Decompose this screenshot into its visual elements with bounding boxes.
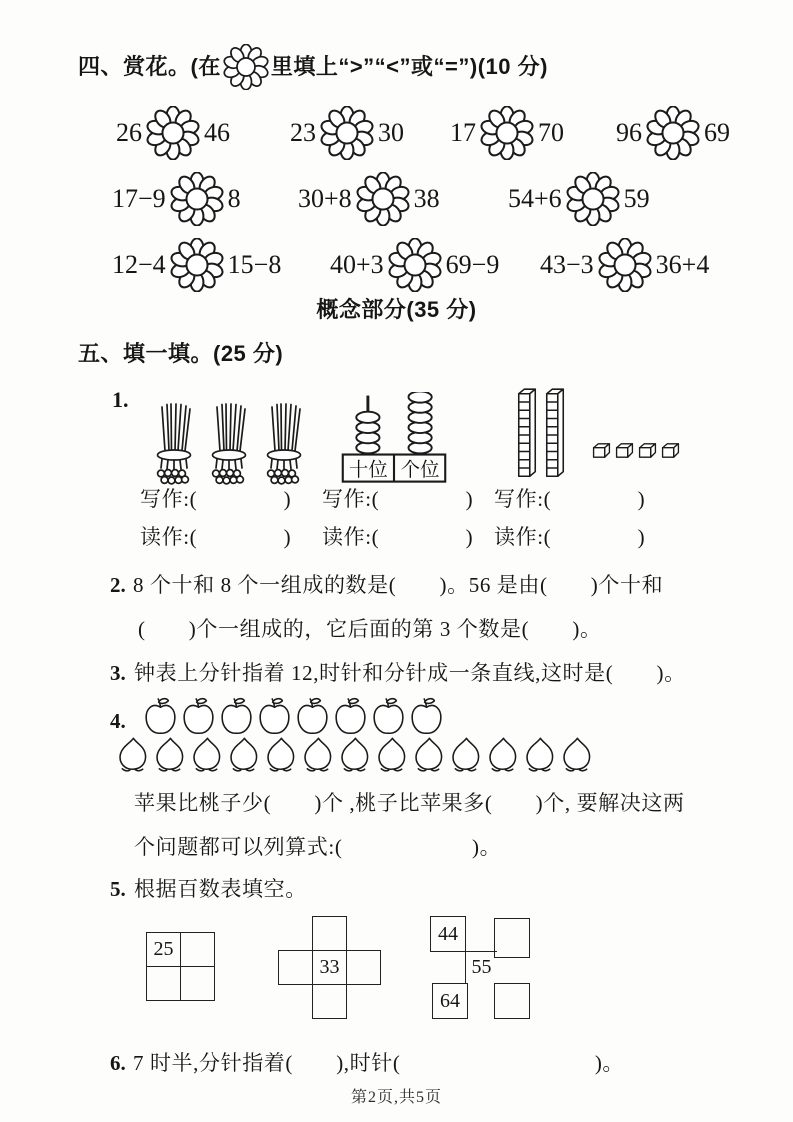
grid-cell-blank xyxy=(494,983,530,1019)
ten-block-towers-figure xyxy=(516,384,566,486)
q1-read-blank: 读作:( ) xyxy=(494,525,646,549)
q1-read-blank: 读作:( ) xyxy=(140,525,292,549)
left-value: 43−3 xyxy=(540,250,594,279)
abacus-figure xyxy=(336,392,452,490)
stick-bundles-figure xyxy=(150,402,306,488)
grid-cell xyxy=(312,950,347,985)
flower-icon xyxy=(170,238,224,292)
right-value: 15−8 xyxy=(227,250,282,279)
peach-icon xyxy=(558,734,595,774)
tens-beads xyxy=(356,412,379,454)
q1-write-blank: 写作:( ) xyxy=(322,487,474,511)
peach-icon xyxy=(484,734,521,774)
flower-icon xyxy=(320,106,374,160)
left-value: 54+6 xyxy=(508,184,562,213)
peach-icon xyxy=(447,734,484,774)
q1-number: 1. xyxy=(112,387,129,412)
comparison-item xyxy=(540,238,709,292)
grid-cell-blank xyxy=(494,918,530,958)
cube-icon xyxy=(661,442,680,459)
q3-text: 钟表上分针指着 12,时针和分针成一条直线,这时是( )。 xyxy=(134,661,686,685)
flower-icon xyxy=(566,172,620,226)
peach-icon xyxy=(225,734,262,774)
tower-icon xyxy=(516,384,538,486)
grid-cell-blank xyxy=(312,984,347,1019)
q1-write-blank: 写作:( ) xyxy=(494,487,646,511)
cell-value: 33 xyxy=(319,956,340,978)
comparison-item xyxy=(116,106,230,160)
comparison-item xyxy=(112,238,281,292)
grid-cell-blank xyxy=(146,966,181,1001)
peach-icon xyxy=(373,734,410,774)
ones-place-label: 个位 xyxy=(400,459,440,481)
comparison-item xyxy=(290,106,404,160)
right-value: 59 xyxy=(623,184,650,213)
q1-read-blank: 读作:( ) xyxy=(322,525,474,549)
peach-icon xyxy=(336,734,373,774)
peach-icon xyxy=(114,734,151,774)
cube-icon xyxy=(592,442,611,459)
flower-icon xyxy=(223,44,269,90)
apple-icon xyxy=(370,696,407,737)
apple-icon xyxy=(332,696,369,737)
q6-text: 7 时半,分针指着( ),时针( )。 xyxy=(133,1051,625,1075)
left-value: 17 xyxy=(450,118,476,147)
grid-cell-blank xyxy=(346,950,381,985)
grid-cell xyxy=(146,932,181,967)
tens-place-label: 十位 xyxy=(349,459,388,481)
q1-write-blank: 写作:( ) xyxy=(140,487,292,511)
cell-value: 55 xyxy=(471,956,492,978)
comparison-item xyxy=(330,238,499,292)
unit-cubes-figure xyxy=(592,442,680,459)
section5-title: 五、填一填。(25 分) xyxy=(78,341,284,366)
right-value: 69 xyxy=(704,118,730,147)
section4-title-prefix: 四、赏花。(在 xyxy=(78,54,221,80)
flower-icon xyxy=(388,238,442,292)
hundred-chart-fragment-c xyxy=(430,916,531,1019)
bundle-icon xyxy=(260,402,306,488)
left-value: 23 xyxy=(290,118,316,147)
apple-icon xyxy=(408,696,445,737)
apple-icon xyxy=(256,696,293,737)
q2-line1: 8 个十和 8 个一组成的数是( )。56 是由( )个十和 xyxy=(133,573,664,597)
apple-icon xyxy=(180,696,217,737)
concept-section-header: 概念部分(35 分) xyxy=(316,297,477,322)
tower-icon xyxy=(544,384,566,486)
apple-icon xyxy=(218,696,255,737)
cell-value: 64 xyxy=(440,989,460,1012)
cell-value: 25 xyxy=(153,938,174,960)
comparison-row-2 xyxy=(0,172,793,230)
apple-icon xyxy=(294,696,331,737)
right-value: 69−9 xyxy=(445,250,500,279)
grid-cell-blank xyxy=(312,916,347,951)
q4-number: 4. xyxy=(110,709,126,733)
left-value: 26 xyxy=(116,118,142,147)
left-value: 96 xyxy=(616,118,642,147)
bundle-icon xyxy=(205,402,251,488)
flower-icon xyxy=(356,172,410,226)
bundle-icon xyxy=(150,402,196,488)
comparison-row-1 xyxy=(0,106,793,164)
peach-icon xyxy=(188,734,225,774)
right-value: 70 xyxy=(538,118,564,147)
comparison-item xyxy=(508,172,650,226)
q5-number: 5. xyxy=(110,877,126,901)
comparison-row-3 xyxy=(0,238,793,296)
flower-icon xyxy=(170,172,224,226)
comparison-item xyxy=(616,106,730,160)
grid-cell-center xyxy=(465,951,497,983)
hundred-chart-fragment-a xyxy=(146,932,216,1002)
peaches-row xyxy=(114,734,595,774)
left-value: 30+8 xyxy=(298,184,352,213)
q4-line2: 个问题都可以列算式:( )。 xyxy=(134,835,502,859)
peach-icon xyxy=(262,734,299,774)
left-value: 17−9 xyxy=(112,184,166,213)
flower-icon xyxy=(146,106,200,160)
flower-icon xyxy=(646,106,700,160)
q4-line1: 苹果比桃子少( )个 ,桃子比苹果多( )个, 要解决这两 xyxy=(134,791,685,815)
comparison-item xyxy=(112,172,241,226)
q6-number: 6. xyxy=(110,1051,126,1075)
right-value: 36+4 xyxy=(655,250,710,279)
left-value: 12−4 xyxy=(112,250,166,279)
flower-icon xyxy=(598,238,652,292)
peach-icon xyxy=(151,734,188,774)
grid-cell xyxy=(430,916,466,952)
left-value: 40+3 xyxy=(330,250,384,279)
apple-icon xyxy=(142,696,179,737)
right-value: 30 xyxy=(378,118,404,147)
hundred-chart-fragment-b xyxy=(278,916,382,1020)
flower-icon xyxy=(480,106,534,160)
section4-title-suffix: 里填上“>”“<”或“=”)(10 分) xyxy=(270,54,548,80)
q2-line2: ( )个一组成的，它后面的第 3 个数是( )。 xyxy=(138,617,602,641)
peach-icon xyxy=(410,734,447,774)
grid-cell xyxy=(432,983,468,1019)
comparison-item xyxy=(450,106,564,160)
q5-text: 根据百数表填空。 xyxy=(134,877,307,901)
right-value: 46 xyxy=(204,118,230,147)
grid-cell-blank xyxy=(180,932,215,967)
right-value: 38 xyxy=(413,184,440,213)
cell-value: 44 xyxy=(438,922,458,945)
peach-icon xyxy=(299,734,336,774)
apples-row xyxy=(142,696,445,737)
cube-icon xyxy=(615,442,634,459)
page-footer: 第2页,共5页 xyxy=(350,1089,442,1106)
ones-beads xyxy=(409,392,432,453)
section4-title xyxy=(78,44,548,90)
grid-cell-blank xyxy=(278,950,313,985)
right-value: 8 xyxy=(227,184,241,213)
grid-cell-blank xyxy=(180,966,215,1001)
q2-number: 2. xyxy=(110,573,126,597)
peach-icon xyxy=(521,734,558,774)
q3-number: 3. xyxy=(110,661,126,685)
comparison-item xyxy=(298,172,440,226)
cube-icon xyxy=(638,442,657,459)
